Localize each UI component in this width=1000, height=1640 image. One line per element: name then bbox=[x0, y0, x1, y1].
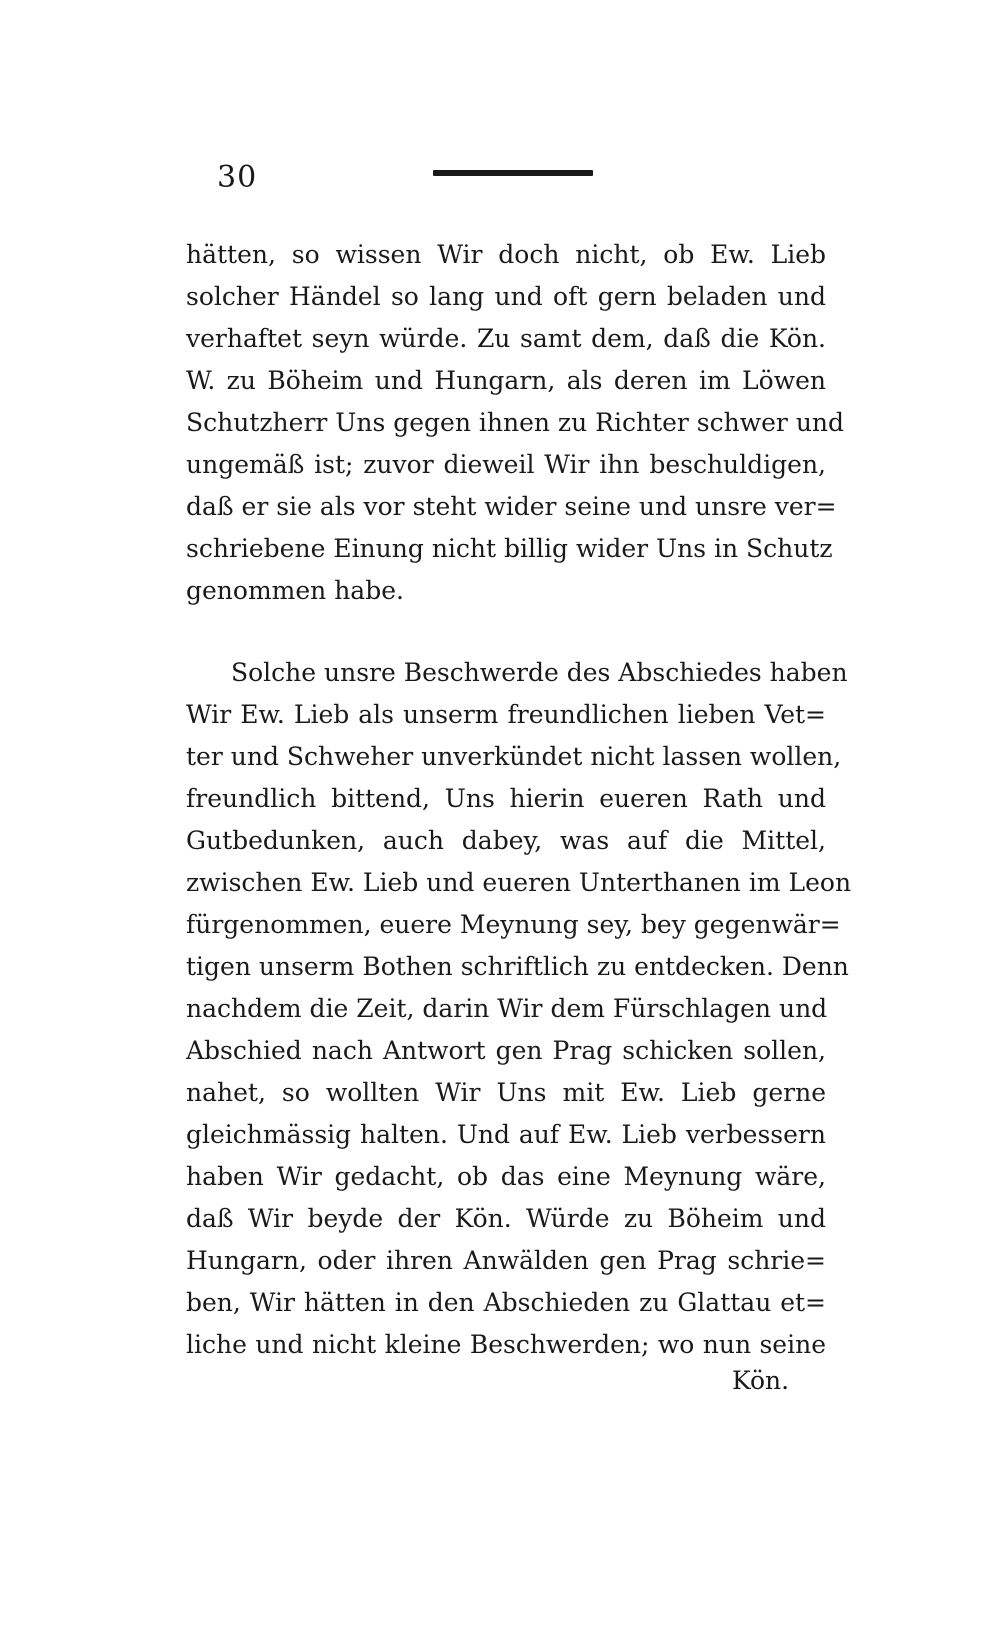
text-line: ben, Wir hätten in den Abschieden zu Glattau et= bbox=[186, 1288, 826, 1317]
page-number: 30 bbox=[217, 160, 258, 195]
text-line: solcher Händel so lang und oft gern beladen und bbox=[186, 282, 826, 311]
text-line: haben Wir gedacht, ob das eine Meynung wäre, bbox=[186, 1162, 826, 1191]
text-line: Solche unsre Beschwerde des Abschiedes haben bbox=[231, 658, 848, 687]
text-line: gleichmässig halten. Und auf Ew. Lieb verbessern bbox=[186, 1120, 826, 1149]
text-line: Abschied nach Antwort gen Prag schicken sollen, bbox=[186, 1036, 826, 1065]
text-line: Gutbedunken, auch dabey, was auf die Mittel, bbox=[186, 826, 826, 855]
text-line: Schutzherr Uns gegen ihnen zu Richter schwer und bbox=[186, 408, 845, 437]
paragraph-1 bbox=[186, 234, 845, 612]
text-line: freundlich bittend, Uns hierin eueren Rath und bbox=[186, 784, 826, 813]
text-line: liche und nicht kleine Beschwerden; wo nun seine bbox=[186, 1330, 826, 1359]
text-line: ter und Schweher unverkündet nicht lassen wollen, bbox=[186, 742, 842, 771]
text-line: schriebene Einung nicht billig wider Uns in Schutz bbox=[186, 534, 833, 563]
text-line: genommen habe. bbox=[186, 576, 404, 605]
text-line: nahet, so wollten Wir Uns mit Ew. Lieb gerne bbox=[186, 1078, 826, 1107]
text-line: fürgenommen, euere Meynung sey, bey gegenwär= bbox=[186, 910, 841, 939]
text-line: daß Wir beyde der Kön. Würde zu Böheim und bbox=[186, 1204, 826, 1233]
paragraph-2 bbox=[186, 652, 852, 1366]
catchword: Kön. bbox=[732, 1366, 790, 1395]
text-line: Hungarn, oder ihren Anwälden gen Prag schrie= bbox=[186, 1246, 826, 1275]
text-line: nachdem die Zeit, darin Wir dem Fürschlagen und bbox=[186, 994, 828, 1023]
text-line: hätten, so wissen Wir doch nicht, ob Ew. Lieb bbox=[186, 240, 826, 269]
text-line: verhaftet seyn würde. Zu samt dem, daß die Kön. bbox=[186, 324, 826, 353]
text-line: tigen unserm Bothen schriftlich zu entdecken. Denn bbox=[186, 952, 849, 981]
header-rule bbox=[433, 170, 593, 176]
text-line: W. zu Böheim und Hungarn, als deren im Löwen bbox=[186, 366, 826, 395]
text-line: ungemäß ist; zuvor dieweil Wir ihn beschuldigen, bbox=[186, 450, 826, 479]
text-line: daß er sie als vor steht wider seine und unsre ver= bbox=[186, 492, 837, 521]
text-line: zwischen Ew. Lieb und eueren Unterthanen im Leon bbox=[186, 868, 852, 897]
text-line: Wir Ew. Lieb als unserm freundlichen lieben Vet= bbox=[186, 700, 826, 729]
